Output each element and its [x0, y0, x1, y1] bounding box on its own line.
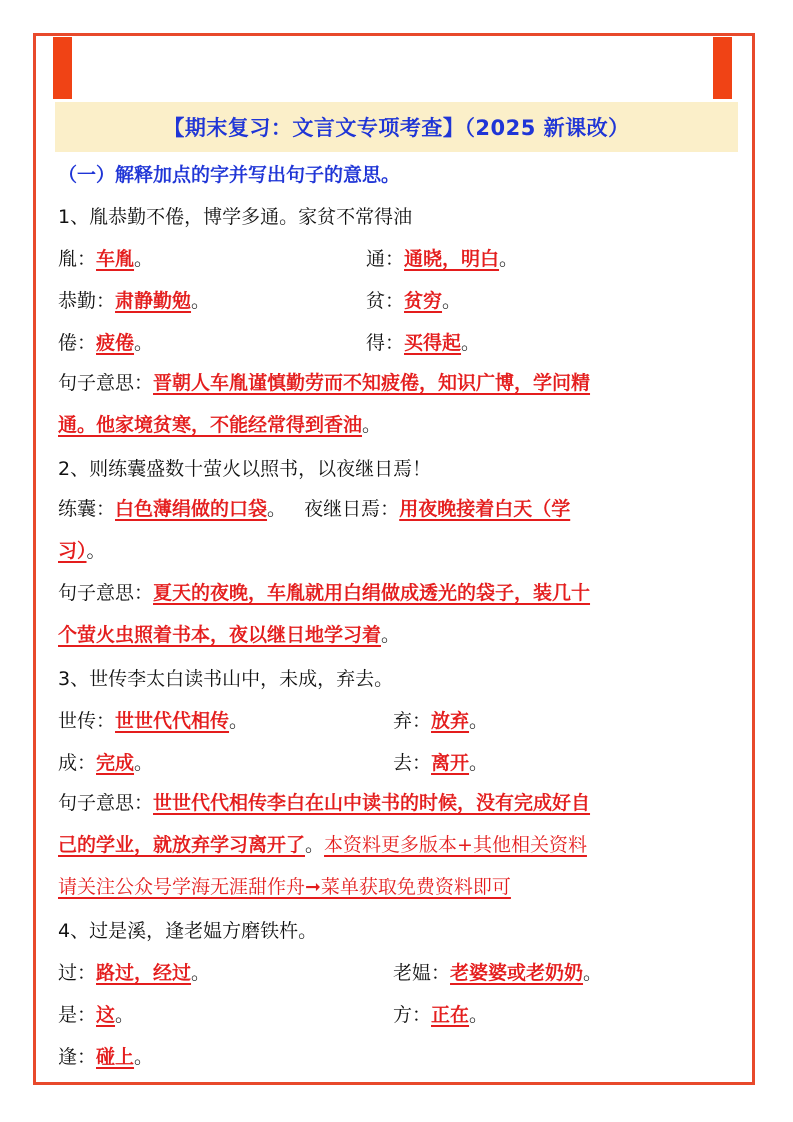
answer: 路过，经过 [96, 962, 192, 984]
section-heading: （一）解释加点的字并写出句子的意思。 [58, 164, 401, 186]
left-accent-tab [53, 37, 72, 99]
answer: 疲倦 [96, 332, 135, 354]
question-3-text: 3、世传李太白读书山中，未成，弃去。 [58, 668, 394, 690]
term: 恭勤： [58, 290, 116, 312]
period: 。 [134, 1046, 154, 1068]
promo-text-b: 请关注公众号学海无涯甜作舟➞菜单获取免费资料即可 [58, 876, 511, 898]
period: 。 [469, 710, 489, 732]
term: 弃： [393, 710, 432, 732]
q1-row-3 [58, 320, 740, 362]
term: 过： [58, 962, 97, 984]
period: 。 [305, 834, 325, 856]
q4-row-2 [58, 992, 740, 1034]
q3-meaning [58, 782, 740, 908]
q3-row-1 [58, 698, 740, 740]
period: 。 [191, 290, 211, 312]
term: 世传： [58, 710, 116, 732]
period: 。 [134, 332, 154, 354]
answer: 碰上 [96, 1046, 135, 1068]
worksheet-content [58, 152, 740, 1076]
period: 。 [115, 1004, 135, 1026]
answer: 用夜晚接着白天（学 [399, 498, 571, 520]
answer: 正在 [431, 1004, 470, 1026]
term: 是： [58, 1004, 97, 1026]
period: 。 [362, 414, 382, 436]
q4-row-3 [58, 1034, 740, 1076]
right-column [366, 320, 480, 366]
term: 倦： [58, 332, 97, 354]
meaning-line-2: 己的学业，就放弃学习离开了 [58, 834, 306, 856]
period: 。 [469, 752, 489, 774]
answer-continued: 习） [58, 540, 87, 562]
answer: 肃静勤勉 [115, 290, 192, 312]
q2-meaning [58, 572, 740, 656]
term: 老媪： [393, 962, 451, 984]
term: 练囊： [58, 498, 116, 520]
meaning-line-1: 世世代代相传李白在山中读书的时候，没有完成好自 [153, 792, 591, 814]
term: 通： [366, 248, 405, 270]
right-column [393, 950, 602, 996]
answer: 老婆婆或老奶奶 [450, 962, 584, 984]
answer: 贫穷 [404, 290, 443, 312]
period: 。 [442, 290, 462, 312]
period: 。 [267, 498, 287, 520]
right-column [366, 236, 518, 282]
answer: 这 [96, 1004, 116, 1026]
answer: 世世代代相传 [115, 710, 230, 732]
answer: 完成 [96, 752, 135, 774]
q1-row-2 [58, 278, 740, 320]
right-accent-tab [713, 37, 732, 99]
meaning-label: 句子意思： [58, 792, 154, 814]
period: 。 [469, 1004, 489, 1026]
question-4-text: 4、过是溪，逢老媪方磨铁杵。 [58, 920, 318, 942]
page-title: 【期末复习：文言文专项考查】（2025 新课改） [55, 102, 738, 152]
right-column [393, 992, 488, 1038]
period: 。 [461, 332, 481, 354]
period: 。 [86, 540, 106, 562]
answer: 离开 [431, 752, 470, 774]
term: 得： [366, 332, 405, 354]
answer: 通晓，明白 [404, 248, 500, 270]
period: 。 [134, 752, 154, 774]
answer: 放弃 [431, 710, 470, 732]
answer: 白色薄绢做的口袋 [115, 498, 268, 520]
q1-row-1 [58, 236, 740, 278]
meaning-line-2: 通。他家境贫寒，不能经常得到香油 [58, 414, 363, 436]
term: 贫： [366, 290, 405, 312]
term: 成： [58, 752, 97, 774]
term: 胤： [58, 248, 97, 270]
period: 。 [499, 248, 519, 270]
answer: 买得起 [404, 332, 462, 354]
right-column [393, 740, 488, 786]
period: 。 [134, 248, 154, 270]
term: 方： [393, 1004, 432, 1026]
period: 。 [229, 710, 249, 732]
meaning-label: 句子意思： [58, 582, 154, 604]
question-1-text: 1、胤恭勤不倦，博学多通。家贫不常得油 [58, 206, 413, 228]
answer: 车胤 [96, 248, 135, 270]
right-column [393, 698, 488, 744]
period: 。 [381, 624, 401, 646]
promo-text-a: 本资料更多版本+其他相关资料 [324, 834, 587, 856]
term: 逢： [58, 1046, 97, 1068]
meaning-line-1: 夏天的夜晚，车胤就用白绢做成透光的袋子，装几十 [153, 582, 591, 604]
meaning-line-2: 个萤火虫照着书本，夜以继日地学习着 [58, 624, 382, 646]
q1-meaning [58, 362, 740, 446]
meaning-label: 句子意思： [58, 372, 154, 394]
question-2-text: 2、则练囊盛数十萤火以照书，以夜继日焉！ [58, 458, 432, 480]
period: 。 [191, 962, 211, 984]
meaning-line-1: 晋朝人车胤谨慎勤劳而不知疲倦，知识广博，学问精 [153, 372, 591, 394]
period: 。 [583, 962, 603, 984]
term: 去： [393, 752, 432, 774]
term: 夜继日焉： [304, 498, 400, 520]
q2-terms [58, 488, 740, 572]
q3-row-2 [58, 740, 740, 782]
q4-row-1 [58, 950, 740, 992]
right-column [366, 278, 461, 324]
